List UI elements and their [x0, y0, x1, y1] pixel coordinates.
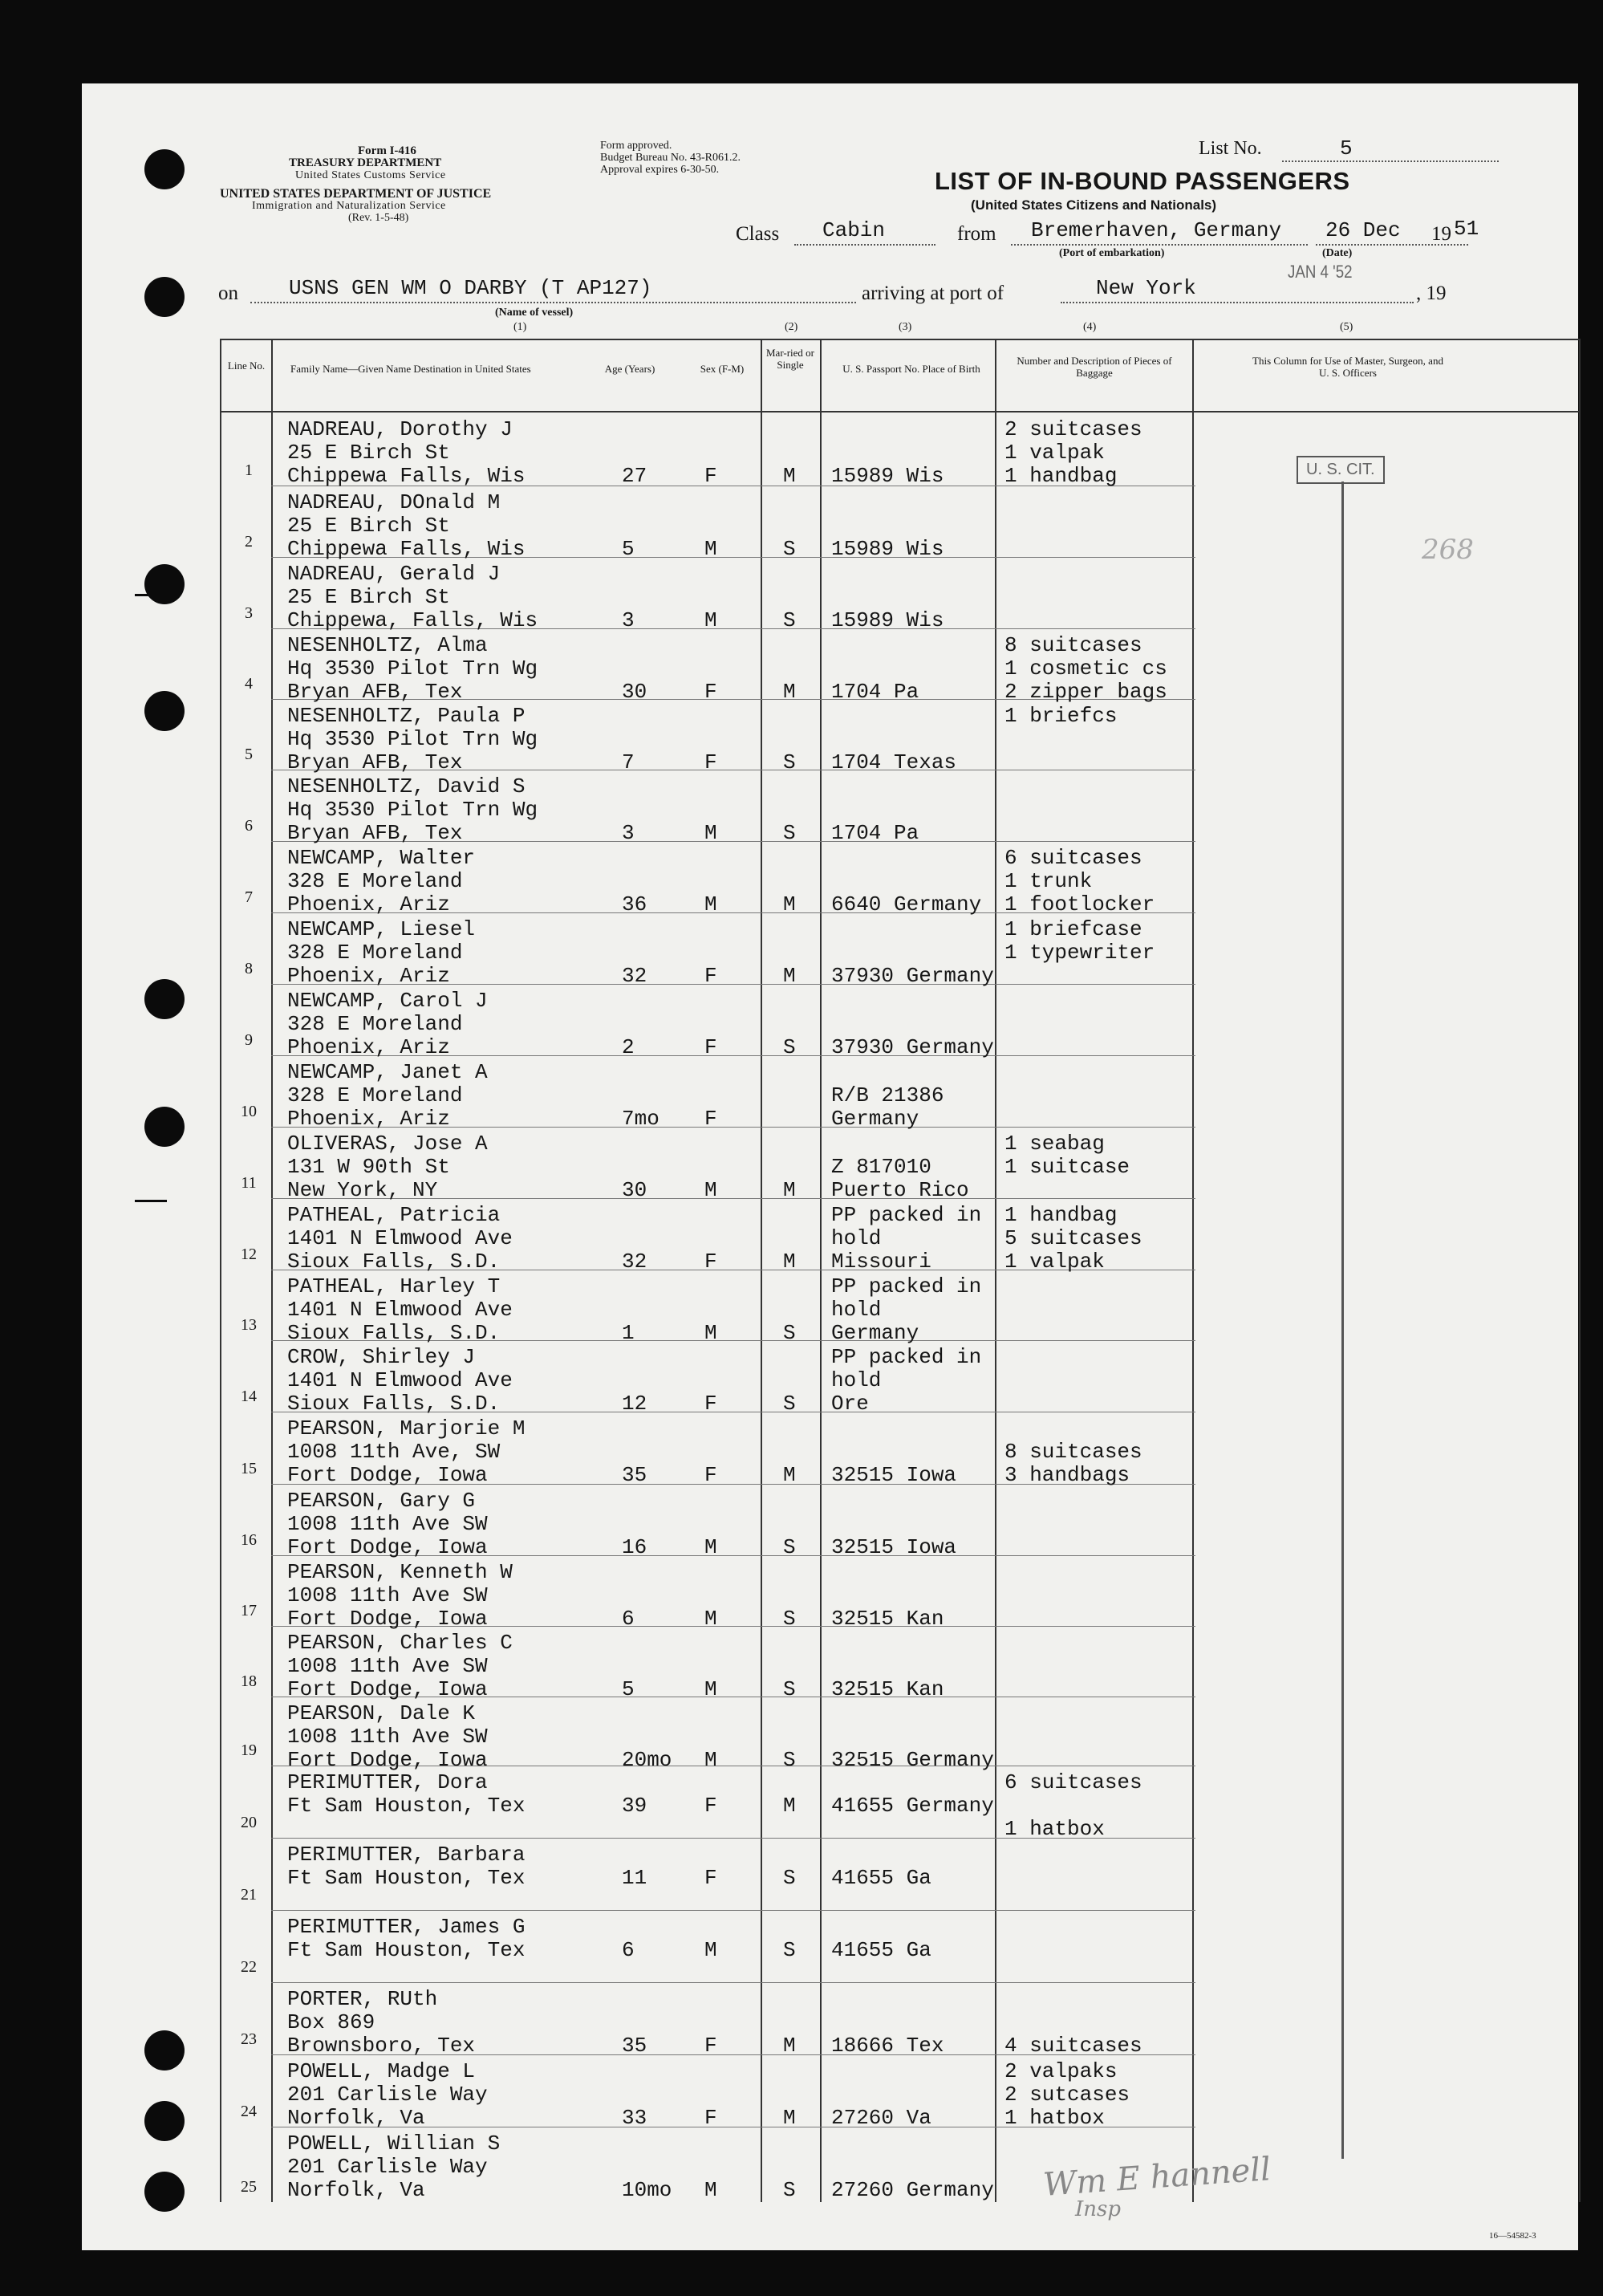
header-officers: This Column for Use of Master, Surgeon, and U. S. Officers	[1252, 355, 1443, 379]
list-no-label: List No.	[1199, 138, 1262, 159]
passenger-name: NESENHOLTZ, David S	[287, 774, 526, 799]
passenger-destination: Brownsboro, Tex	[287, 2034, 476, 2058]
row-divider	[271, 1982, 1195, 1983]
page-subtitle: (United States Citizens and Nationals)	[971, 197, 1217, 213]
from-label: from	[957, 223, 996, 245]
on-label: on	[218, 282, 238, 304]
class-value: Cabin	[822, 218, 886, 242]
passport-place: 37930 Germany	[831, 964, 994, 988]
binder-hole	[144, 2101, 185, 2141]
passport-place: 27260 Va	[831, 2106, 931, 2130]
passenger-age: 6	[622, 1938, 635, 1962]
passenger-address: 1008 11th Ave SW	[287, 1725, 488, 1749]
line-number: 16	[241, 1531, 257, 1549]
line-number: 22	[241, 1958, 257, 1976]
passenger-destination: Ft Sam Houston, Tex	[287, 1794, 526, 1818]
baggage-item: 1 handbag	[1004, 464, 1118, 488]
passenger-age: 3	[622, 821, 635, 845]
passenger-address: Hq 3530 Pilot Trn Wg	[287, 798, 538, 822]
embark-port-value: Bremerhaven, Germany	[1031, 218, 1282, 242]
passenger-sex: M	[704, 2178, 717, 2202]
passenger-sex: M	[704, 1178, 717, 1202]
baggage-item: 8 suitcases	[1004, 633, 1142, 657]
passport-line: 41655 Ga	[831, 1866, 931, 1890]
form-approved: Form approved.	[600, 140, 672, 152]
passenger-address: 1401 N Elmwood Ave	[287, 1226, 513, 1250]
passenger-destination: Bryan AFB, Tex	[287, 750, 463, 774]
line-number: 18	[241, 1672, 257, 1690]
passport-line: 41655 Germany	[831, 1794, 994, 1818]
passenger-marital: S	[783, 537, 796, 561]
passenger-marital: S	[783, 1748, 796, 1772]
passenger-age: 5	[622, 537, 635, 561]
passenger-sex: F	[704, 1463, 717, 1487]
passenger-marital: S	[783, 1535, 796, 1559]
passenger-name: NEWCAMP, Janet A	[287, 1060, 488, 1084]
binder-hole	[144, 979, 185, 1019]
passenger-sex: M	[704, 537, 717, 561]
baggage-item: 2 sutcases	[1004, 2083, 1130, 2107]
passenger-age: 7mo	[622, 1107, 659, 1131]
passenger-marital: M	[783, 2106, 796, 2130]
passport-place: Germany	[831, 1321, 919, 1345]
passenger-marital: M	[783, 1250, 796, 1274]
passport-place: Missouri	[831, 1250, 931, 1274]
passenger-sex: M	[704, 1748, 717, 1772]
passenger-marital: S	[783, 1392, 796, 1416]
binder-hole	[144, 2030, 185, 2070]
passenger-destination: Phoenix, Ariz	[287, 1035, 450, 1059]
passenger-age: 2	[622, 1035, 635, 1059]
passport-place: 1704 Pa	[831, 680, 919, 704]
passenger-marital: S	[783, 1607, 796, 1631]
passenger-age: 27	[622, 464, 647, 488]
baggage-item: 1 suitcase	[1004, 1155, 1130, 1179]
passenger-marital: S	[783, 750, 796, 774]
passenger-address: 328 E Moreland	[287, 1083, 463, 1107]
passport-place: 32515 Kan	[831, 1607, 944, 1631]
line-number: 17	[241, 1602, 257, 1619]
passenger-name: PEARSON, Kenneth W	[287, 1560, 513, 1584]
passenger-address: 201 Carlisle Way	[287, 2083, 488, 2107]
passport-place: 15989 Wis	[831, 608, 944, 632]
passenger-address: Box 869	[287, 2010, 375, 2034]
arrival-port-value: New York	[1096, 276, 1196, 300]
passenger-sex: M	[704, 608, 717, 632]
passenger-marital: S	[783, 608, 796, 632]
passenger-sex: F	[704, 464, 717, 488]
passenger-age: 35	[622, 1463, 647, 1487]
passenger-address: 25 E Birch St	[287, 514, 450, 538]
passport-place: 6640 Germany	[831, 892, 982, 916]
port-embark-caption: (Port of embarkation)	[1059, 247, 1165, 259]
passenger-destination: Phoenix, Ariz	[287, 1107, 450, 1131]
baggage-item: 5 suitcases	[1004, 1226, 1142, 1250]
passenger-age: 32	[622, 964, 647, 988]
passenger-destination: Norfolk, Va	[287, 2178, 425, 2202]
passenger-age: 35	[622, 2034, 647, 2058]
passenger-destination: Ft Sam Houston, Tex	[287, 1866, 526, 1890]
passenger-destination: Phoenix, Ariz	[287, 892, 450, 916]
passenger-destination: Fort Dodge, Iowa	[287, 1535, 488, 1559]
passport-place: 27260 Germany	[831, 2178, 994, 2202]
passenger-name: PEARSON, Charles C	[287, 1631, 513, 1655]
line-number: 20	[241, 1814, 257, 1831]
embark-date-value: 26 Dec	[1325, 218, 1401, 242]
passenger-name: PERIMUTTER, James G	[287, 1915, 526, 1939]
passenger-marital: S	[783, 1677, 796, 1701]
line-number: 6	[245, 817, 253, 835]
passport-place: Puerto Rico	[831, 1178, 969, 1202]
budget-bureau: Budget Bureau No. 43-R061.2.	[600, 152, 741, 164]
line-number: 21	[241, 1886, 257, 1904]
passenger-destination: New York, NY	[287, 1178, 438, 1202]
line-number: 15	[241, 1460, 257, 1477]
passenger-name: CROW, Shirley J	[287, 1345, 476, 1369]
passenger-name: PATHEAL, Patricia	[287, 1203, 501, 1227]
margin-tick	[135, 594, 167, 596]
passenger-age: 5	[622, 1677, 635, 1701]
passenger-age: 16	[622, 1535, 647, 1559]
passenger-address: 201 Carlisle Way	[287, 2155, 488, 2179]
baggage-item: 1 footlocker	[1004, 892, 1155, 916]
passenger-sex: M	[704, 1677, 717, 1701]
passenger-destination: Fort Dodge, Iowa	[287, 1607, 488, 1631]
passenger-address: 1008 11th Ave SW	[287, 1512, 488, 1536]
passenger-sex: F	[704, 964, 717, 988]
passenger-marital: S	[783, 1321, 796, 1345]
passenger-sex: F	[704, 1794, 717, 1818]
line-number: 11	[241, 1174, 257, 1192]
passenger-sex: F	[704, 1866, 717, 1890]
passenger-age: 7	[622, 750, 635, 774]
passenger-marital: M	[783, 1463, 796, 1487]
passenger-address: 25 E Birch St	[287, 585, 450, 609]
baggage-item: 2 zipper bags	[1004, 680, 1167, 704]
passenger-name: PORTER, RUth	[287, 1987, 438, 2011]
line-number: 24	[241, 2103, 257, 2120]
passenger-destination: Bryan AFB, Tex	[287, 680, 463, 704]
passenger-age: 11	[622, 1866, 647, 1890]
binder-hole	[144, 564, 185, 604]
date-caption: (Date)	[1322, 247, 1353, 259]
passenger-age: 36	[622, 892, 647, 916]
line-number: 9	[245, 1031, 253, 1049]
passenger-marital: M	[783, 680, 796, 704]
baggage-item: 4 suitcases	[1004, 2034, 1142, 2058]
passenger-sex: M	[704, 821, 717, 845]
baggage-item: 1 handbag	[1004, 1203, 1118, 1227]
line-number: 10	[241, 1103, 257, 1120]
passenger-destination: Norfolk, Va	[287, 2106, 425, 2130]
passenger-destination: Chippewa, Falls, Wis	[287, 608, 538, 632]
column-number: (1)	[513, 321, 527, 333]
passenger-age: 39	[622, 1794, 647, 1818]
passenger-age: 30	[622, 680, 647, 704]
passenger-marital: M	[783, 464, 796, 488]
line-number: 25	[241, 2178, 257, 2196]
column-number: (2)	[785, 321, 798, 333]
passport-place: 1704 Texas	[831, 750, 957, 774]
passenger-destination: Ft Sam Houston, Tex	[287, 1938, 526, 1962]
line-number: 13	[241, 1316, 257, 1334]
passenger-address: 1008 11th Ave, SW	[287, 1440, 501, 1464]
line-number: 23	[241, 2030, 257, 2048]
arriving-label: arriving at port of	[862, 282, 1004, 304]
customs-service: United States Customs Service	[295, 169, 446, 181]
header-age: Age (Years)	[604, 363, 655, 375]
baggage-item: 8 suitcases	[1004, 1440, 1142, 1464]
binder-hole	[144, 1107, 185, 1147]
passenger-name: PERIMUTTER, Dora	[287, 1770, 488, 1794]
baggage-item: 2 suitcases	[1004, 417, 1142, 441]
line-number: 8	[245, 960, 253, 977]
baggage-item: 1 briefcase	[1004, 917, 1142, 941]
passenger-address: Hq 3530 Pilot Trn Wg	[287, 727, 538, 751]
form-number: Form I-416	[358, 144, 416, 157]
passenger-destination: Fort Dodge, Iowa	[287, 1677, 488, 1701]
year-prefix: 19	[1431, 223, 1451, 245]
passenger-destination: Sioux Falls, S.D.	[287, 1392, 501, 1416]
passenger-destination: Bryan AFB, Tex	[287, 821, 463, 845]
column-number: (4)	[1083, 321, 1097, 333]
passport-place: 18666 Tex	[831, 2034, 944, 2058]
passport-place: Germany	[831, 1107, 919, 1131]
ins-service: Immigration and Naturalization Service	[252, 200, 446, 212]
passenger-marital: S	[783, 2178, 796, 2202]
arrival-date-stamp: JAN 4 '52	[1288, 262, 1353, 282]
passenger-name: NADREAU, DOnald M	[287, 490, 501, 514]
binder-hole	[144, 277, 185, 317]
header-married: Mar-ried or Single	[765, 347, 815, 371]
baggage-item: 1 hatbox	[1004, 2106, 1105, 2130]
passenger-age: 6	[622, 1607, 635, 1631]
baggage-item: 1 cosmetic cs	[1004, 656, 1167, 681]
passport-place: Ore	[831, 1392, 869, 1416]
passenger-sex: F	[704, 680, 717, 704]
line-number: 12	[241, 1246, 257, 1263]
passenger-address: 25 E Birch St	[287, 441, 450, 465]
line-number: 7	[245, 888, 253, 906]
passenger-address: 1008 11th Ave SW	[287, 1654, 488, 1678]
baggage-item: 1 trunk	[1004, 869, 1093, 893]
baggage-item: 1 hatbox	[1004, 1817, 1105, 1841]
passenger-name: POWELL, Madge L	[287, 2059, 476, 2083]
us-citizen-stamp: U. S. CIT.	[1297, 456, 1385, 484]
baggage-item: 1 seabag	[1004, 1132, 1105, 1156]
passenger-age: 1	[622, 1321, 635, 1345]
passenger-marital: M	[783, 1178, 796, 1202]
passport-place: 32515 Kan	[831, 1677, 944, 1701]
baggage-item: 2 valpaks	[1004, 2059, 1118, 2083]
passenger-name: PERIMUTTER, Barbara	[287, 1843, 526, 1867]
passenger-marital: M	[783, 2034, 796, 2058]
passenger-name: NESENHOLTZ, Alma	[287, 633, 488, 657]
passport-line: Z 817010	[831, 1155, 931, 1179]
passenger-address: 328 E Moreland	[287, 869, 463, 893]
vessel-name: USNS GEN WM O DARBY (T AP127)	[289, 276, 652, 300]
passenger-sex: M	[704, 1321, 717, 1345]
inspector-signature-2: Insp	[1075, 2197, 1122, 2221]
baggage-item: 1 typewriter	[1004, 941, 1155, 965]
passenger-destination: Chippewa Falls, Wis	[287, 464, 526, 488]
passenger-age: 3	[622, 608, 635, 632]
binder-hole	[144, 149, 185, 189]
passenger-address: 1401 N Elmwood Ave	[287, 1368, 513, 1392]
passenger-name: PEARSON, Dale K	[287, 1701, 476, 1725]
passenger-marital: M	[783, 892, 796, 916]
passenger-age: 30	[622, 1178, 647, 1202]
passenger-name: NEWCAMP, Walter	[287, 846, 476, 870]
passenger-address: 328 E Moreland	[287, 1012, 463, 1036]
class-label: Class	[736, 223, 780, 245]
passport-line: hold	[831, 1298, 882, 1322]
passenger-address: 131 W 90th St	[287, 1155, 450, 1179]
passenger-name: POWELL, Willian S	[287, 2131, 501, 2156]
passenger-sex: F	[704, 2106, 717, 2130]
column-number: (3)	[899, 321, 912, 333]
passport-place: 15989 Wis	[831, 464, 944, 488]
justice-dept: UNITED STATES DEPARTMENT OF JUSTICE	[220, 187, 492, 201]
header-sex: Sex (F-M)	[700, 363, 745, 375]
passenger-address: 328 E Moreland	[287, 941, 463, 965]
binder-hole	[144, 691, 185, 731]
baggage-item: 3 handbags	[1004, 1463, 1130, 1487]
list-no-value: 5	[1340, 136, 1353, 161]
passport-place: 37930 Germany	[831, 1035, 994, 1059]
year-suffix: 51	[1454, 217, 1479, 241]
baggage-item: 6 suitcases	[1004, 1770, 1142, 1794]
revision: (Rev. 1-5-48)	[348, 212, 409, 224]
passenger-sex: F	[704, 1250, 717, 1274]
passenger-name: OLIVERAS, Jose A	[287, 1132, 488, 1156]
passenger-name: NEWCAMP, Liesel	[287, 917, 476, 941]
passenger-sex: F	[704, 1392, 717, 1416]
passenger-sex: M	[704, 892, 717, 916]
header-passport: U. S. Passport No. Place of Birth	[842, 363, 980, 375]
line-number: 4	[245, 675, 253, 693]
baggage-item: 1 valpak	[1004, 441, 1105, 465]
passenger-address: 1008 11th Ave SW	[287, 1583, 488, 1607]
passport-place: 32515 Iowa	[831, 1535, 957, 1559]
passenger-age: 10mo	[622, 2178, 672, 2202]
passenger-sex: F	[704, 750, 717, 774]
column-number: (5)	[1340, 321, 1353, 333]
passenger-marital: S	[783, 1938, 796, 1962]
passenger-name: NADREAU, Dorothy J	[287, 417, 513, 441]
header-line-no: Line No.	[227, 360, 266, 372]
passenger-address: Hq 3530 Pilot Trn Wg	[287, 656, 538, 681]
passenger-sex: M	[704, 1607, 717, 1631]
passport-place: 32515 Iowa	[831, 1463, 957, 1487]
passport-line: 41655 Ga	[831, 1938, 931, 1962]
line-number: 14	[241, 1388, 257, 1405]
passenger-age: 33	[622, 2106, 647, 2130]
officer-bracket-line	[1341, 482, 1344, 2159]
margin-tick	[135, 1200, 167, 1202]
passport-line: PP packed in	[831, 1274, 982, 1298]
footer-code: 16—54582-3	[1489, 2231, 1536, 2241]
passenger-destination: Chippewa Falls, Wis	[287, 537, 526, 561]
passenger-destination: Fort Dodge, Iowa	[287, 1748, 488, 1772]
passport-line: hold	[831, 1368, 882, 1392]
row-divider	[271, 1910, 1195, 1911]
passenger-address: 1401 N Elmwood Ave	[287, 1298, 513, 1322]
passenger-marital: M	[783, 964, 796, 988]
passenger-marital: S	[783, 1035, 796, 1059]
passenger-name: PATHEAL, Harley T	[287, 1274, 501, 1298]
passenger-sex: F	[704, 1107, 717, 1131]
passenger-destination: Phoenix, Ariz	[287, 964, 450, 988]
passenger-marital: S	[783, 1866, 796, 1890]
passenger-name: NADREAU, Gerald J	[287, 562, 501, 586]
inspector-signature: Wm E hannell	[1041, 2151, 1272, 2204]
passenger-marital: M	[783, 1794, 796, 1818]
passenger-sex: M	[704, 1938, 717, 1962]
passport-place: 15989 Wis	[831, 537, 944, 561]
passenger-age: 12	[622, 1392, 647, 1416]
baggage-item: 1 briefcs	[1004, 704, 1118, 728]
passport-line: PP packed in	[831, 1203, 982, 1227]
line-number: 3	[245, 604, 253, 622]
passenger-name: PEARSON, Marjorie M	[287, 1416, 526, 1441]
passenger-name: PEARSON, Gary G	[287, 1489, 476, 1513]
passenger-marital: S	[783, 821, 796, 845]
vessel-caption: (Name of vessel)	[495, 307, 574, 319]
passenger-sex: F	[704, 2034, 717, 2058]
page-title: LIST OF IN-BOUND PASSENGERS	[935, 167, 1350, 195]
passport-line: R/B 21386	[831, 1083, 944, 1107]
passport-place: 32515 Germany	[831, 1748, 994, 1772]
header-baggage: Number and Description of Pieces of Baggage	[1017, 355, 1172, 379]
baggage-item: 6 suitcases	[1004, 846, 1142, 870]
passenger-destination: Fort Dodge, Iowa	[287, 1463, 488, 1487]
binder-hole	[144, 2172, 185, 2212]
arrival-year-label: , 19	[1416, 282, 1447, 304]
header-name: Family Name—Given Name Destination in United States	[290, 363, 531, 375]
line-number: 2	[245, 533, 253, 551]
treasury-dept: TREASURY DEPARTMENT	[289, 156, 442, 169]
passport-line: hold	[831, 1226, 882, 1250]
line-number: 1	[245, 461, 253, 479]
margin-number: 268	[1422, 534, 1474, 566]
passenger-age: 32	[622, 1250, 647, 1274]
passenger-sex: F	[704, 1035, 717, 1059]
baggage-item: 1 valpak	[1004, 1250, 1105, 1274]
passenger-name: NEWCAMP, Carol J	[287, 989, 488, 1013]
line-number: 19	[241, 1741, 257, 1759]
passenger-age: 20mo	[622, 1748, 672, 1772]
approval-expires: Approval expires 6-30-50.	[600, 164, 720, 176]
passenger-sex: M	[704, 1535, 717, 1559]
passenger-name: NESENHOLTZ, Paula P	[287, 704, 526, 728]
passenger-destination: Sioux Falls, S.D.	[287, 1321, 501, 1345]
passport-line: PP packed in	[831, 1345, 982, 1369]
passenger-destination: Sioux Falls, S.D.	[287, 1250, 501, 1274]
line-number: 5	[245, 746, 253, 763]
passport-place: 1704 Pa	[831, 821, 919, 845]
